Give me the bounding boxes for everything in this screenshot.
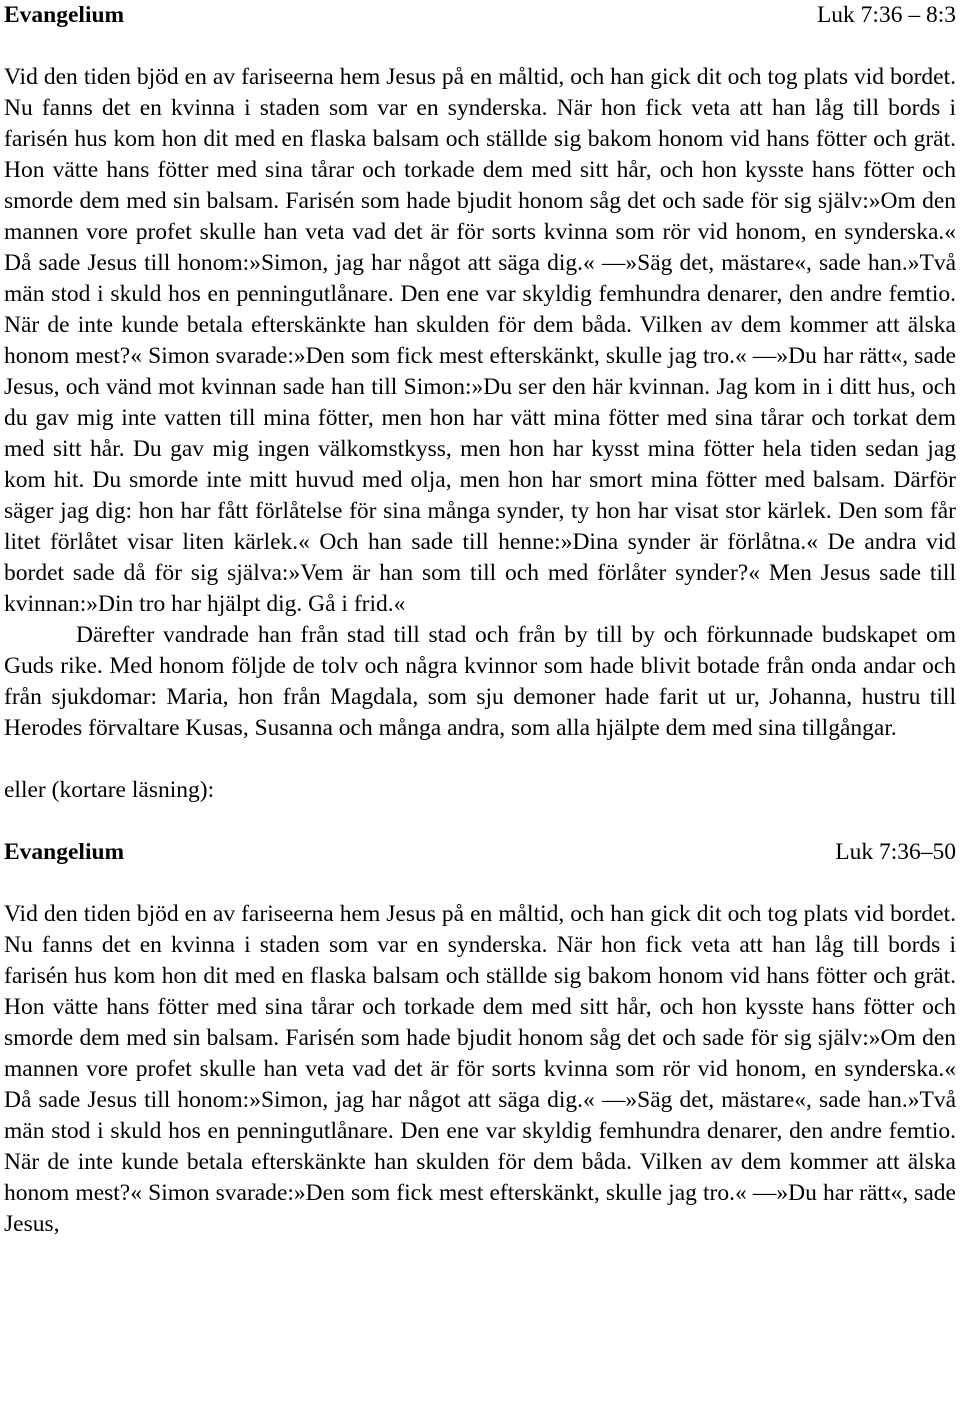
gospel-paragraph: Vid den tiden bjöd en av fariseerna hem Jesus på en måltid, och han gick dit och tog plats vid bordet. Nu fanns det en kvinna i staden som var en synderska. När hon fick veta att han låg till bords i farisén hus kom hon dit med en flaska balsam och ställde sig bakom honom vid hans fötter och grät. Hon vätte hans fötter med sina tårar och torkade dem med sitt hår, och hon kysste hans fötter och smorde dem med sin balsam. Farisén som hade bjudit honom såg det och sade för sig själv:»Om den mannen vore profet skulle han veta vad det är för sorts kvinna som rör vid honom, en synderska.« Då sade Jesus till honom:»Simon, jag har något att säga dig.« —»Säg det, mästare«, sade han.»Två män stod i skuld hos en penningutlånare. Den ene var skyldig femhundra denarer, den andre femtio. När de inte kunde betala efterskänkte han skulden för dem båda. Vilken av dem kommer att älska honom mest?« Simon svarade:»Den som fick mest efterskänkt, skulle jag tro.« —»Du har rätt«, sade Jesus, [4,901,956,1237]
section-heading [4,837,956,868]
spacer [4,868,956,899]
scripture-reference: Luk 7:36–50 [835,839,956,865]
section-heading [4,0,956,31]
alternative-reading-label: eller (kortare läsning): [4,777,215,803]
gospel-paragraph: Därefter vandrade han från stad till stad och från by till by och förkunnade budskapet om Guds rike. Med honom följde de tolv och några kvinnor som hade blivit botade från onda andar och från sjukdomar: Maria, hon från Magdala, som sju demoner hade farit ut ur, Johanna, hustru till Herodes förvaltare Kusas, Susanna och många andra, som alla hjälpte dem med sina tillgångar. [4,622,956,741]
section-title: Evangelium [4,839,125,865]
section-title: Evangelium [4,2,125,28]
spacer [4,806,956,837]
gospel-paragraph: Vid den tiden bjöd en av fariseerna hem Jesus på en måltid, och han gick dit och tog plats vid bordet. Nu fanns det en kvinna i staden som var en synderska. När hon fick veta att han låg till bords i farisén hus kom hon dit med en flaska balsam och ställde sig bakom honom vid hans fötter och grät. Hon vätte hans fötter med sina tårar och torkade dem med sitt hår, och hon kysste hans fötter och smorde dem med sin balsam. Farisén som hade bjudit honom såg det och sade för sig själv:»Om den mannen vore profet skulle han veta vad det är för sorts kvinna som rör vid honom, en synderska.« Då sade Jesus till honom:»Simon, jag har något att säga dig.« —»Säg det, mästare«, sade han.»Två män stod i skuld hos en penningutlånare. Den ene var skyldig femhundra denarer, den andre femtio. När de inte kunde betala efterskänkte han skulden för dem båda. Vilken av dem kommer att älska honom mest?« Simon svarade:»Den som fick mest efterskänkt, skulle jag tro.« —»Du har rätt«, sade Jesus, och vänd mot kvinnan sade han till Simon:»Du ser den här kvinnan. Jag kom in i ditt hus, och du gav mig inte vatten till mina fötter, men hon har vätt mina fötter med sina tårar och torkat dem med sitt hår. Du gav mig ingen välkomstkyss, men hon har kysst mina fötter hela tiden sedan jag kom hit. Du smorde inte mitt huvud med olja, men hon har smort mina fötter med balsam. Därför säger jag dig: hon har fått förlåtelse för sina många synder, ty hon har visat stor kärlek. Den som får litet förlåtet visar liten kärlek.« Och han sade till henne:»Dina synder är förlåtna.« De andra vid bordet sade då för sig själva:»Vem är han som till och med förlåter synder?« Men Jesus sade till kvinnan:»Din tro har hjälpt dig. Gå i frid.« [4,64,956,617]
spacer [4,744,956,775]
scripture-reference: Luk 7:36 – 8:3 [816,2,956,28]
spacer [4,31,956,62]
